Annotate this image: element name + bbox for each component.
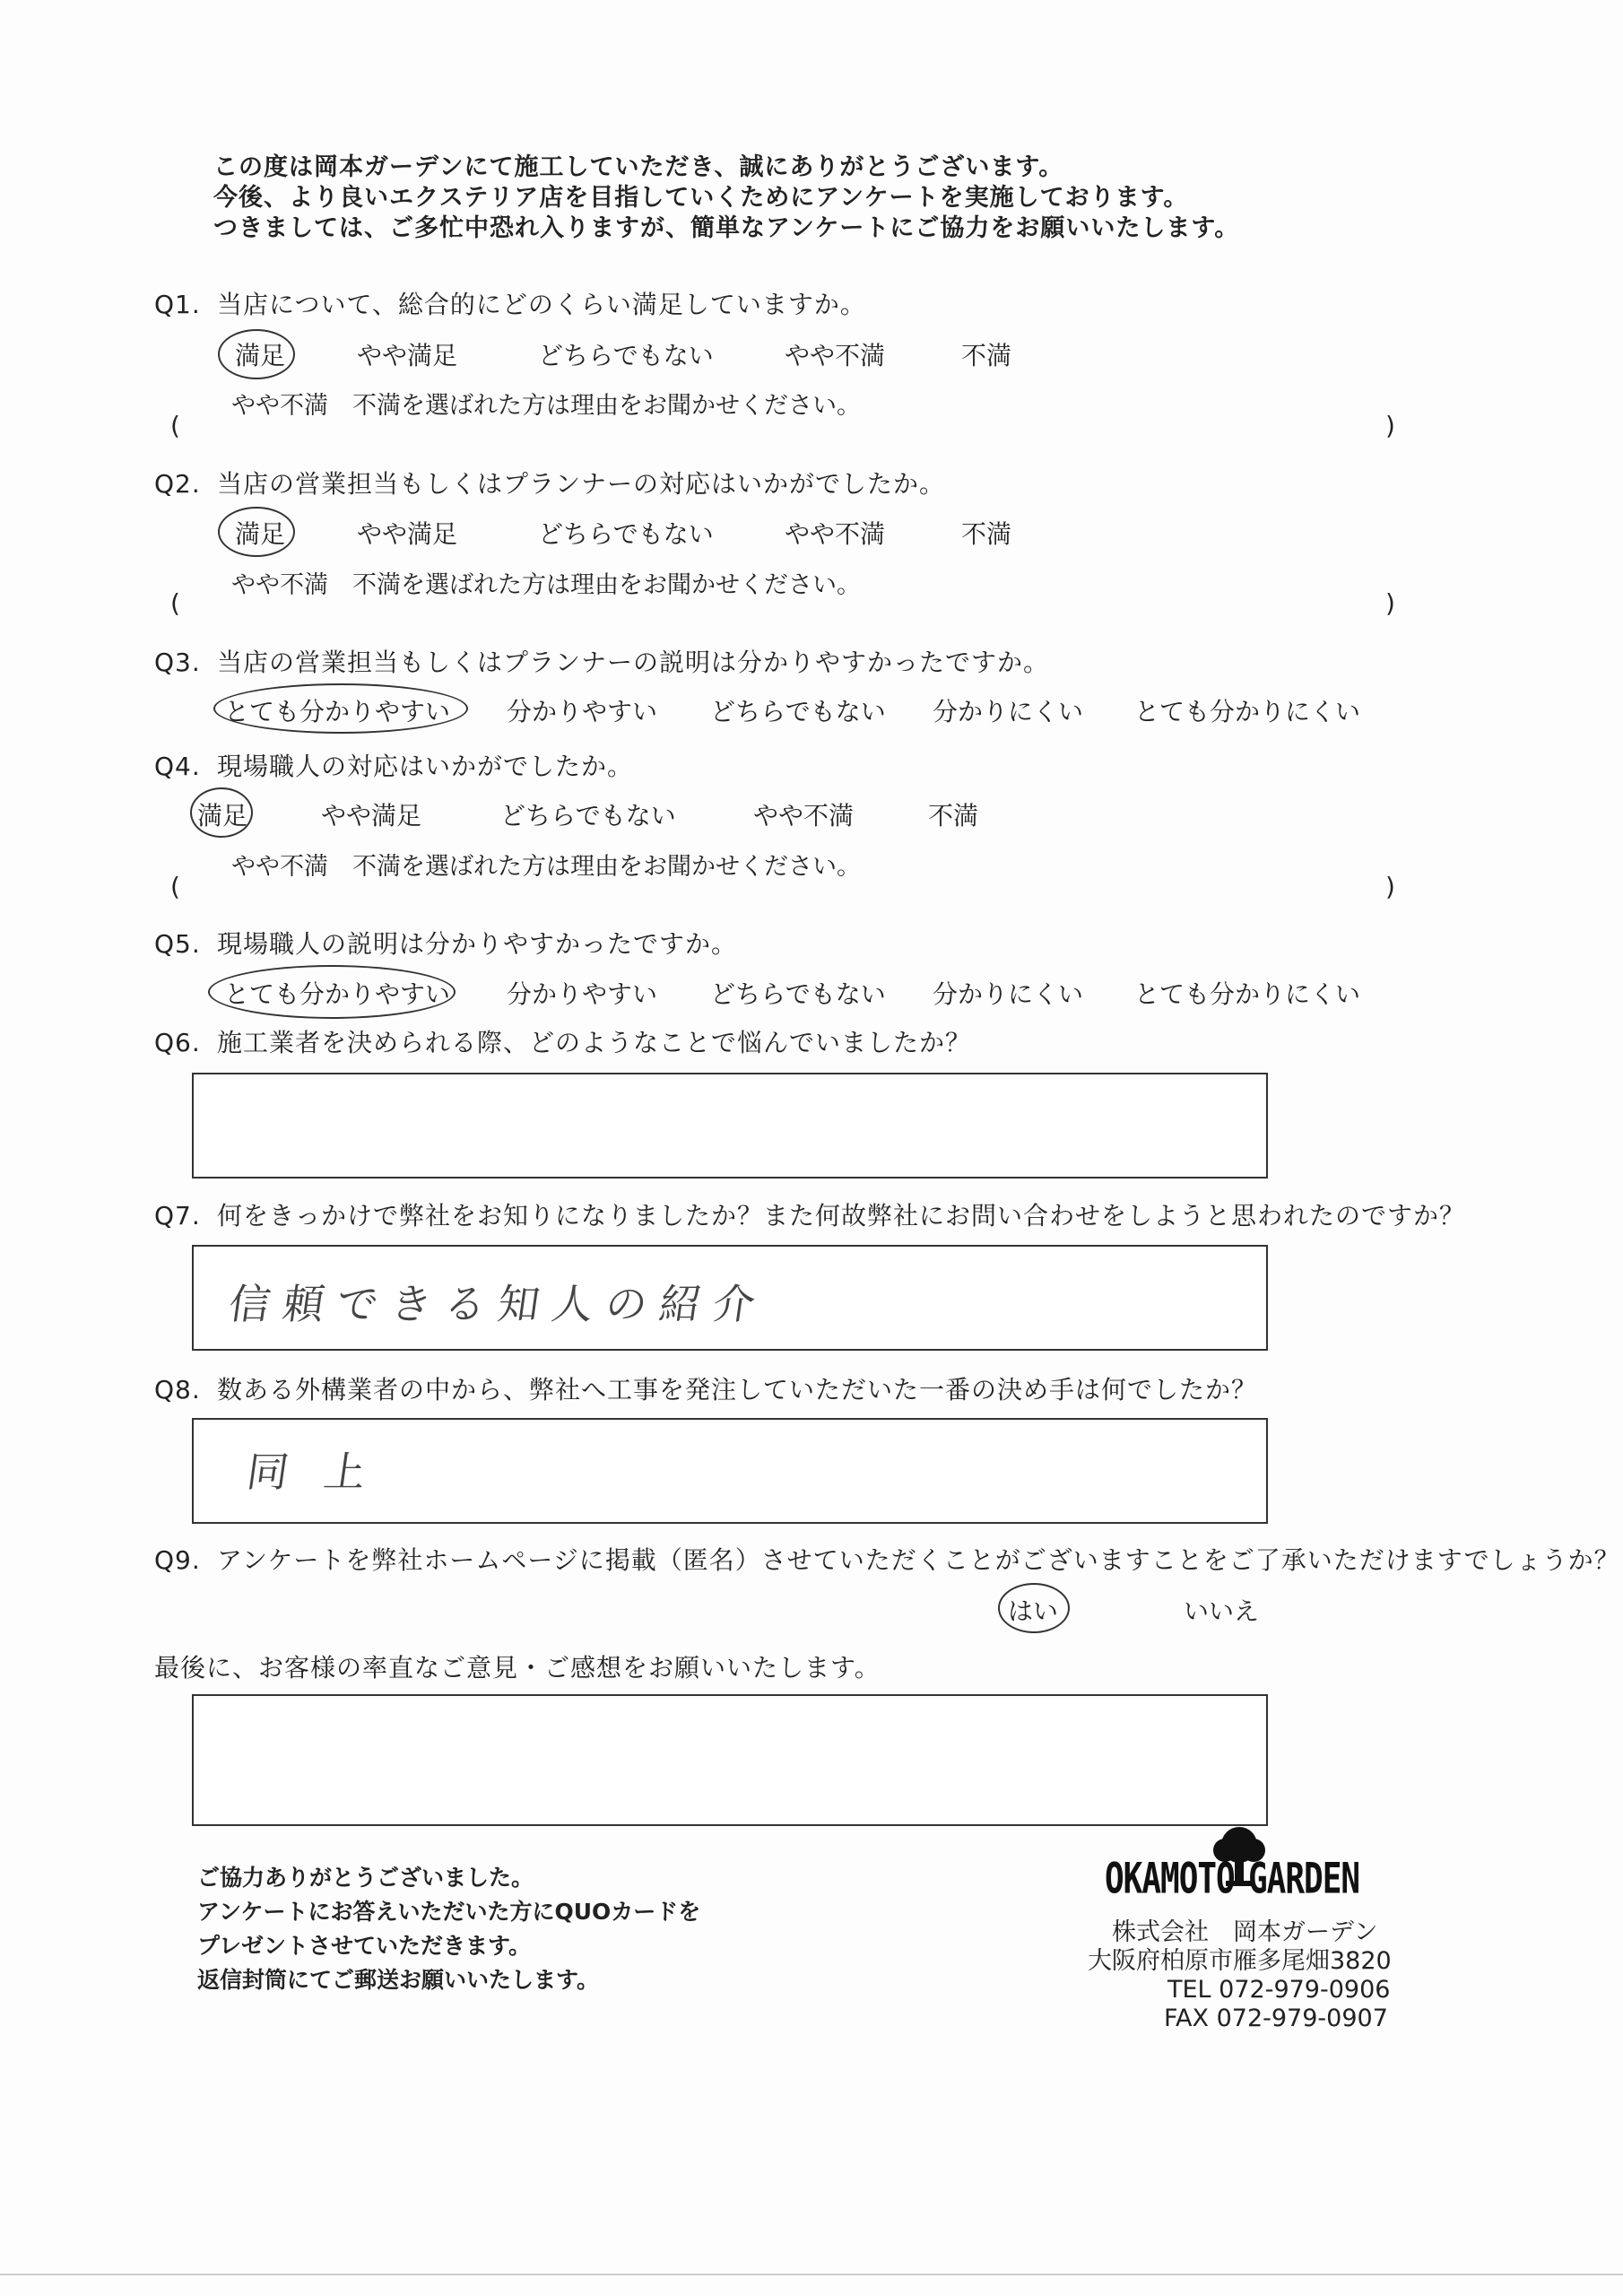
logo-text-okamoto: OKAMOTO [1105, 1855, 1235, 1904]
q8-number: Q8. [154, 1375, 201, 1405]
q9-question [154, 1541, 1620, 1577]
q9-number: Q9. [154, 1545, 201, 1575]
q9-yes[interactable]: はい [1008, 1596, 1059, 1626]
final-answer-box[interactable] [192, 1694, 1268, 1826]
company-logo [1105, 1825, 1374, 1904]
q3-option-5[interactable]: とても分かりにくい [1134, 697, 1361, 726]
q7-question [154, 1196, 1465, 1232]
q4-number: Q4. [154, 752, 201, 781]
thanks-line-2: アンケートにお答えいただいた方にQUOカードを [197, 1899, 701, 1925]
q9-text: アンケートを弊社ホームページに掲載（匿名）させていただくことがございますことをご了承いただけますでしょうか？ [217, 1545, 1620, 1575]
q5-option-1[interactable]: とても分かりやすい [224, 979, 451, 1009]
intro-line-2: 今後、より良いエクステリア店を目指していくためにアンケートを実施しております。 [213, 184, 1189, 212]
q1-question [154, 285, 866, 321]
q5-number: Q5. [154, 929, 201, 959]
q5-text: 現場職人の説明は分かりやすかったですか。 [217, 929, 738, 959]
q3-number: Q3. [154, 648, 201, 677]
q4-text: 現場職人の対応はいかがでしたか。 [217, 752, 634, 781]
q5-option-4[interactable]: 分かりにくい [933, 979, 1084, 1009]
q8-answer: 同上 [243, 1448, 405, 1496]
q2-paren-close: ) [1385, 588, 1395, 618]
q1-option-5[interactable]: 不満 [961, 341, 1012, 370]
q9-no[interactable]: いいえ [1184, 1596, 1260, 1626]
q1-reason-prompt: やや不満 不満を選ばれた方は理由をお聞かせください。 [231, 392, 861, 420]
q6-number: Q6. [154, 1028, 201, 1057]
q2-paren-open: ( [170, 588, 180, 618]
thanks-line-1: ご協力ありがとうございました。 [197, 1865, 534, 1891]
thanks-line-4: 返信封筒にてご郵送お願いいたします。 [197, 1967, 600, 1993]
q1-text: 当店について、総合的にどのくらい満足していますか。 [217, 290, 866, 319]
q4-option-5[interactable]: 不満 [928, 801, 979, 831]
q4-paren-open: ( [170, 872, 180, 901]
q3-text: 当店の営業担当もしくはプランナーの説明は分かりやすかったですか。 [217, 648, 1050, 677]
q2-reason-prompt: やや不満 不満を選ばれた方は理由をお聞かせください。 [231, 571, 861, 599]
q7-number: Q7. [154, 1201, 201, 1231]
q8-answer-box[interactable] [192, 1418, 1268, 1524]
q5-option-5[interactable]: とても分かりにくい [1134, 979, 1361, 1009]
q1-option-2[interactable]: やや満足 [357, 341, 458, 370]
q3-question [154, 643, 1049, 679]
intro-line-1: この度は岡本ガーデンにて施工していただき、誠にありがとうございます。 [213, 153, 1064, 181]
q1-paren-close: ) [1385, 411, 1395, 440]
company-name: 株式会社 岡本ガーデン [1112, 1918, 1378, 1946]
q3-option-3[interactable]: どちらでもない [710, 697, 886, 726]
q3-option-2[interactable]: 分かりやすい [507, 697, 658, 726]
q2-number: Q2. [154, 469, 201, 499]
q4-option-4[interactable]: やや不満 [753, 801, 855, 831]
q2-option-4[interactable]: やや不満 [785, 519, 886, 549]
q2-option-5[interactable]: 不満 [961, 519, 1012, 549]
q2-option-3[interactable]: どちらでもない [538, 519, 714, 549]
q6-text: 施工業者を決められる際、どのようなことで悩んでいましたか？ [217, 1028, 972, 1057]
scan-edge-line [0, 2274, 1623, 2275]
q7-text: 何をきっかけで弊社をお知りになりましたか？また何故弊社にお問い合わせをしようと思われたのですか？ [217, 1201, 1466, 1231]
q3-option-1[interactable]: とても分かりやすい [224, 697, 451, 726]
q7-answer-box[interactable] [192, 1245, 1268, 1351]
intro-line-3: つきましては、ご多忙中恐れ入りますが、簡単なアンケートにご協力をお願いいたします。 [213, 214, 1240, 242]
q5-question [154, 925, 737, 961]
q1-number: Q1. [154, 290, 201, 319]
logo-text-garden: GARDEN [1248, 1855, 1360, 1904]
q1-paren-open: ( [170, 411, 180, 440]
q8-text: 数ある外構業者の中から、弊社へ工事を発注していただいた一番の決め手は何でしたか？ [217, 1375, 1258, 1405]
q4-option-1[interactable]: 満足 [197, 801, 248, 831]
q4-option-3[interactable]: どちらでもない [500, 801, 676, 831]
company-address: 大阪府柏原市雁多尾畑3820 [1088, 1947, 1392, 1975]
q6-answer-box[interactable] [192, 1073, 1268, 1178]
q2-text: 当店の営業担当もしくはプランナーの対応はいかがでしたか。 [217, 469, 946, 499]
final-question: 最後に、お客様の率直なご意見・ご感想をお願いいたします。 [154, 1653, 881, 1683]
q6-question [154, 1023, 971, 1059]
q1-option-3[interactable]: どちらでもない [538, 341, 714, 370]
q7-answer: 信頼できる知人の紹介 [225, 1280, 771, 1328]
q8-question [154, 1370, 1257, 1406]
thanks-line-3: プレゼントさせていただきます。 [197, 1933, 532, 1959]
q2-question [154, 465, 945, 500]
q2-option-1[interactable]: 満足 [235, 519, 286, 549]
intro-text [213, 152, 1239, 244]
q5-option-2[interactable]: 分かりやすい [507, 979, 658, 1009]
company-fax: FAX 072-979-0907 [1164, 2005, 1388, 2032]
q5-option-3[interactable]: どちらでもない [710, 979, 886, 1009]
q4-option-2[interactable]: やや満足 [321, 801, 422, 831]
company-tel: TEL 072-979-0906 [1167, 1976, 1391, 2004]
q1-option-1[interactable]: 満足 [235, 341, 286, 370]
q4-question [154, 747, 633, 783]
q4-paren-close: ) [1385, 872, 1395, 901]
q4-reason-prompt: やや不満 不満を選ばれた方は理由をお聞かせください。 [231, 853, 861, 881]
q3-option-4[interactable]: 分かりにくい [933, 697, 1084, 726]
thanks-text [197, 1861, 700, 1997]
q1-option-4[interactable]: やや不満 [785, 341, 886, 370]
q2-option-2[interactable]: やや満足 [357, 519, 458, 549]
